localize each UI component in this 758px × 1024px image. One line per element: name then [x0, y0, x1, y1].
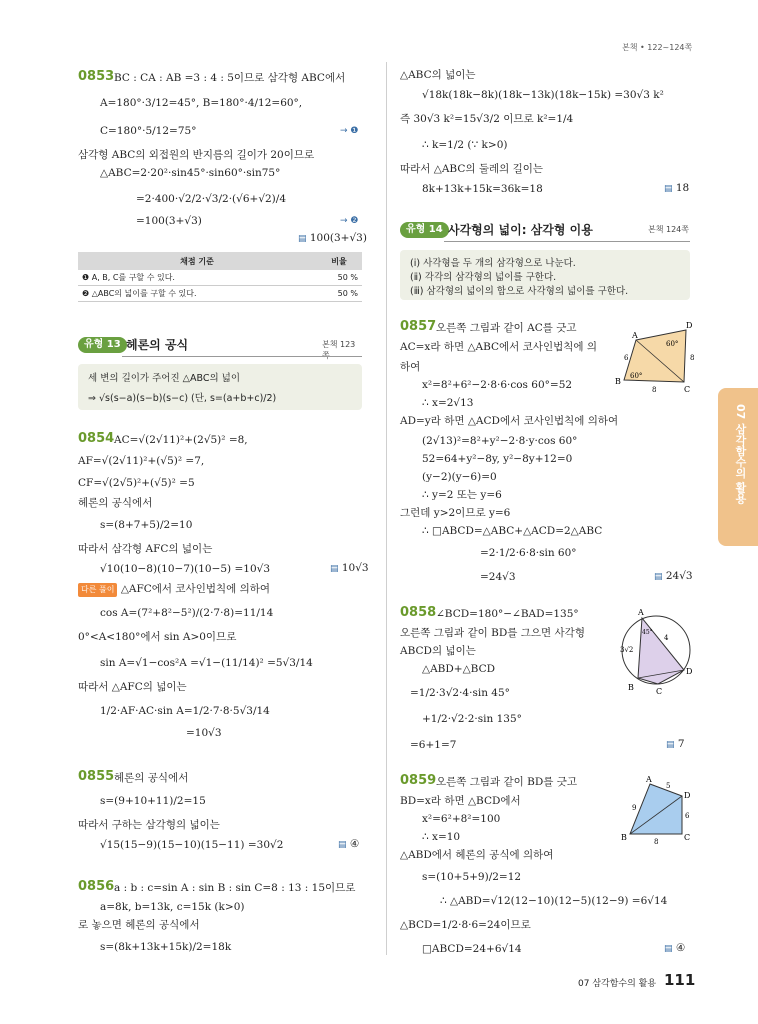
answer-0854-value: 10√3	[341, 562, 369, 574]
p0854-line: s=(8+7+5)/2=10	[100, 519, 193, 531]
type14-box-line: (ⅲ) 삼각형의 넓이의 합으로 사각형의 넓이를 구한다.	[410, 286, 629, 297]
p0854-line: AC=√(2√11)²+(2√5)² =8,	[114, 434, 248, 446]
other-line: cos A=(7²+8²−5²)/(2·7·8)=11/14	[100, 607, 274, 619]
label-D: D	[684, 791, 691, 800]
chapter-side-tab	[718, 388, 758, 546]
p0859-line: △ABD에서 헤론의 공식에 의하여	[400, 849, 554, 861]
answer-icon: ▤	[298, 234, 307, 244]
label-D: D	[686, 667, 693, 676]
p0858-line: △ABD+△BCD	[422, 663, 496, 675]
type14-steps-box	[400, 250, 690, 300]
type13-box-line: ⇒ √s(s−a)(s−b)(s−c) (단, s=(a+b+c)/2)	[88, 393, 277, 404]
label-B: B	[628, 683, 634, 692]
p0858-line: 오른쪽 그림과 같이 BD를 그으면 사각형	[400, 627, 585, 639]
problem-number-0854: 0854	[78, 431, 115, 446]
answer-0859-value: ④	[675, 942, 686, 954]
right-top-line: ∴ k=1/2 (∵ k>0)	[422, 139, 508, 151]
other-line: =10√3	[186, 727, 222, 739]
type13-title: 헤론의 공식	[126, 338, 189, 352]
label-A: A	[638, 608, 644, 617]
p0857-line: AC=x라 하면 △ABC에서 코사인법칙에 의	[400, 341, 598, 353]
label-side-8: 8	[652, 386, 657, 394]
p0858-line: +1/2·√2·2·sin 135°	[422, 713, 522, 725]
answer-icon: ▤	[666, 740, 675, 750]
column-divider	[386, 62, 387, 955]
type13-ref: 본책 123	[322, 340, 356, 349]
other-line: sin A=√1−cos²A =√1−(11/14)² =5√3/14	[100, 657, 313, 669]
type13-pill: 유형 13	[78, 337, 127, 353]
p0856-line: a : b : c=sin A : sin B : sin C=8 : 13 : 15이므로	[114, 882, 356, 894]
p0853-line: C=180°·5/12=75°	[100, 125, 197, 137]
label-B: B	[615, 377, 621, 386]
type14-rule	[444, 241, 690, 242]
label-angle-45: 45°	[642, 629, 653, 636]
p0856-line: 로 놓으면 헤론의 공식에서	[78, 919, 200, 931]
type13-box-line: 세 변의 길이가 주어진 △ABC의 넓이	[88, 373, 241, 384]
mark-2: → ❷	[340, 216, 359, 226]
p0854-line: 헤론의 공식에서	[78, 497, 153, 509]
p0857-line: 하여	[400, 361, 421, 373]
p0858-line: ABCD의 넓이는	[400, 645, 476, 657]
right-top-line: √18k(18k−8k)(18k−13k)(18k−15k) =30√3 k²	[422, 89, 664, 101]
p0857-line: ∴ □ABCD=△ABC+△ACD=2△ABC	[422, 525, 603, 537]
answer-0856	[664, 182, 689, 194]
other-line: 0°<A<180°에서 sin A>0이므로	[78, 631, 237, 643]
figure-0859	[620, 774, 698, 846]
p0854-line: CF=√(2√5)²+(√5)² =5	[78, 477, 195, 489]
quad-shape	[630, 784, 682, 834]
p0853-line: =100(3+√3)	[136, 215, 202, 227]
p0857-line: AD=y라 하면 △ACD에서 코사인법칙에 의하여	[400, 415, 619, 427]
score-header-criteria: 채점 기준	[78, 252, 316, 270]
answer-icon: ▤	[338, 840, 347, 850]
p0854-line: 따라서 삼각형 AFC의 넓이는	[78, 543, 213, 555]
label-angle-60: 60°	[630, 372, 643, 380]
p0859-line: △BCD=1/2·8·6=24이므로	[400, 919, 531, 931]
type14-title: 사각형의 넓이: 삼각형 이용	[448, 223, 593, 237]
answer-0855-value: ④	[349, 838, 360, 850]
label-side-6: 6	[685, 812, 690, 820]
label-side-8: 8	[654, 838, 659, 846]
p0854-line: AF=√(2√11)²+(√5)² =7,	[78, 455, 205, 467]
other-line: △AFC에서 코사인법칙에 의하여	[120, 583, 271, 595]
p0858-line: ∠BCD=180°−∠BAD=135°	[436, 608, 579, 620]
type14-box-line: (ⅱ) 각각의 삼각형의 넓이를 구한다.	[410, 272, 557, 283]
answer-icon: ▤	[654, 572, 663, 582]
answer-0853	[298, 232, 367, 244]
label-C: C	[656, 687, 663, 696]
label-D: D	[686, 321, 693, 330]
score-header-ratio: 비율	[316, 252, 362, 270]
footer-chapter: 07 삼각함수의 활용	[578, 979, 657, 989]
problem-number-0857: 0857	[400, 319, 437, 334]
answer-0857-value: 24√3	[665, 570, 693, 582]
problem-number-0855: 0855	[78, 769, 115, 784]
p0854-line: √10(10−8)(10−7)(10−5) =10√3	[100, 563, 271, 575]
right-top-line: 즉 30√3 k²=15√3/2 이므로 k²=1/4	[400, 113, 574, 125]
label-side-5: 5	[666, 782, 671, 790]
right-top-line: 따라서 △ABC의 둘레의 길이는	[400, 163, 544, 175]
problem-number-0859: 0859	[400, 773, 437, 788]
p0855-line: s=(9+10+11)/2=15	[100, 795, 206, 807]
label-C: C	[684, 833, 691, 842]
label-A: A	[646, 775, 652, 784]
p0856-line: s=(8k+13k+15k)/2=18k	[100, 941, 232, 953]
page-number: 111	[664, 971, 696, 989]
p0857-line: =24√3	[480, 571, 516, 583]
label-angle-60: 60°	[666, 340, 679, 348]
answer-icon: ▤	[330, 564, 339, 574]
label-side-3root2: 3√2	[620, 646, 634, 654]
score-row-ratio: 50 %	[316, 286, 362, 302]
chapter-side-tab-label: 07 삼각함수의 활용	[734, 404, 747, 504]
label-side-4: 4	[664, 634, 669, 642]
mark-1: → ❶	[340, 126, 359, 136]
type14-box-line: (ⅰ) 사각형을 두 개의 삼각형으로 나눈다.	[410, 258, 576, 269]
problem-number-0858: 0858	[400, 605, 437, 620]
answer-0857	[654, 570, 693, 582]
figure-0858	[616, 606, 698, 696]
p0859-line: ∴ △ABD=√12(12−10)(12−5)(12−9) =6√14	[440, 895, 668, 907]
other-solution-line	[78, 582, 270, 597]
answer-0859	[664, 942, 685, 954]
p0859-line: s=(10+5+9)/2=12	[422, 871, 522, 883]
label-side-8: 8	[690, 354, 695, 362]
p0858-line: =1/2·3√2·4·sin 45°	[410, 687, 510, 699]
right-top-line: 8k+13k+15k=36k=18	[422, 183, 543, 195]
answer-0856-value: 18	[675, 182, 690, 194]
p0857-line: =2·1/2·6·8·sin 60°	[480, 547, 577, 559]
answer-0853-value: 100(3+√3)	[309, 232, 367, 244]
type14-ref: 본책 124쪽	[648, 225, 689, 234]
problem-number-0853: 0853	[78, 69, 115, 84]
answer-0854	[330, 562, 369, 574]
p0857-line: 그런데 y>2이므로 y=6	[400, 507, 511, 519]
page-ref-header: 본책 • 122~124쪽	[622, 43, 693, 52]
type13-header	[78, 333, 362, 357]
other-solution-tag: 다른 풀이	[78, 583, 117, 597]
p0859-line: BD=x라 하면 △BCD에서	[400, 795, 521, 807]
label-C: C	[684, 385, 691, 394]
p0857-line: (y−2)(y−6)=0	[422, 471, 497, 483]
answer-0858-value: 7	[677, 738, 685, 750]
p0853-line: A=180°·3/12=45°, B=180°·4/12=60°,	[100, 97, 303, 109]
type13-formula-box	[78, 364, 362, 410]
type14-pill: 유형 14	[400, 222, 449, 238]
p0858-line: =6+1=7	[410, 739, 457, 751]
p0855-line: 따라서 구하는 삼각형의 넓이는	[78, 819, 220, 831]
score-row-criteria: ❶ A, B, C를 구할 수 있다.	[78, 270, 316, 286]
figure-0857	[612, 320, 698, 396]
p0857-line: x²=8²+6²−2·8·6·cos 60°=52	[422, 379, 573, 391]
label-A: A	[632, 331, 638, 340]
problem-number-0856: 0856	[78, 879, 115, 894]
score-row-ratio: 50 %	[316, 270, 362, 286]
p0857-line: 오른쪽 그림과 같이 AC를 긋고	[436, 322, 577, 334]
p0853-line: 삼각형 ABC의 외접원의 반지름의 길이가 20이므로	[78, 149, 315, 161]
p0855-line: 헤론의 공식에서	[114, 772, 189, 784]
right-top-line: △ABC의 넓이는	[400, 69, 476, 81]
p0859-line: □ABCD=24+6√14	[422, 943, 522, 955]
p0859-line: 오른쪽 그림과 같이 BD를 긋고	[436, 776, 578, 788]
score-row-criteria: ❷ △ABC의 넓이를 구할 수 있다.	[78, 286, 316, 302]
label-side-6: 6	[624, 354, 629, 362]
answer-0855	[338, 838, 359, 850]
type13-rule	[122, 356, 362, 357]
p0859-line: ∴ x=10	[422, 831, 461, 843]
type14-header	[400, 218, 690, 242]
other-line: 1/2·AF·AC·sin A=1/2·7·8·5√3/14	[100, 705, 270, 717]
label-B: B	[621, 833, 627, 842]
p0855-line: √15(15−9)(15−10)(15−11) =30√2	[100, 839, 284, 851]
answer-0858	[666, 738, 685, 750]
p0853-line: △ABC=2·20²·sin45°·sin60°·sin75°	[100, 167, 281, 179]
p0857-line: ∴ x=2√13	[422, 397, 474, 409]
p0853-line: BC : CA : AB =3 : 4 : 5이므로 삼각형 ABC에서	[114, 72, 346, 84]
p0859-line: x²=6²+8²=100	[422, 813, 501, 825]
answer-icon: ▤	[664, 184, 673, 194]
p0856-line: a=8k, b=13k, c=15k (k>0)	[100, 901, 245, 913]
p0857-line: ∴ y=2 또는 y=6	[422, 489, 502, 501]
p0853-line: =2·400·√2/2·√3/2·(√6+√2)/4	[136, 193, 286, 205]
p0857-line: (2√13)²=8²+y²−2·8·y·cos 60°	[422, 435, 578, 447]
label-side-9: 9	[632, 804, 637, 812]
scoring-table	[78, 252, 362, 302]
other-line: 따라서 △AFC의 넓이는	[78, 681, 187, 693]
p0857-line: 52=64+y²−8y, y²−8y+12=0	[422, 453, 573, 465]
answer-icon: ▤	[664, 944, 673, 954]
